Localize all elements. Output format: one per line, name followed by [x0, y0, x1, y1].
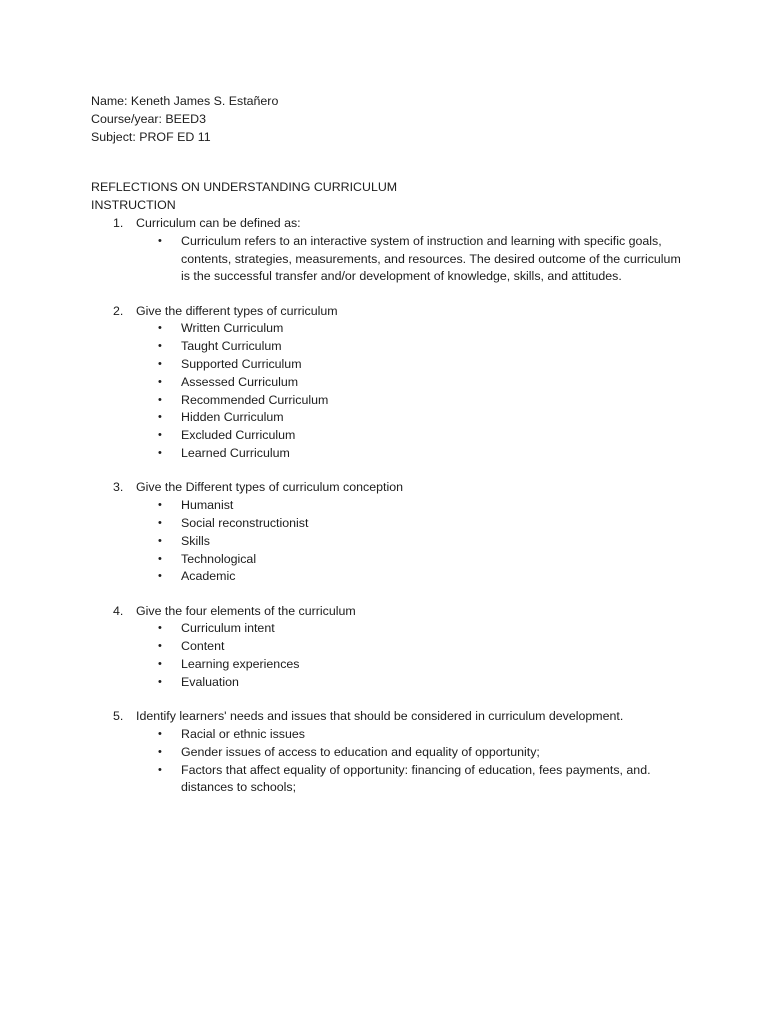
list-item — [91, 515, 691, 533]
list-item-text: Taught Curriculum — [181, 339, 282, 354]
document-title: REFLECTIONS ON UNDERSTANDING CURRICULUM — [91, 180, 398, 195]
list-item — [91, 674, 691, 692]
bullet-icon: • — [158, 234, 162, 247]
bullet-icon: • — [158, 552, 162, 565]
list-item — [91, 374, 691, 392]
list-item — [91, 338, 691, 356]
bullet-icon: • — [158, 570, 162, 583]
bullet-icon: • — [158, 534, 162, 547]
list-item — [91, 533, 691, 551]
course-year: Course/year: BEED3 — [91, 111, 207, 126]
question-item — [91, 215, 691, 233]
bullet-icon: • — [158, 411, 162, 424]
list-item-text: Social reconstructionist — [181, 515, 309, 530]
list-item — [91, 762, 691, 798]
bullet-icon: • — [158, 322, 162, 335]
question-number: 5. — [113, 709, 124, 724]
subject: Subject: PROF ED 11 — [91, 129, 211, 144]
list-item — [91, 409, 691, 427]
list-item-text: Hidden Curriculum — [181, 410, 284, 425]
question-text: Give the different types of curriculum — [136, 303, 338, 318]
question-block — [91, 303, 691, 463]
bullet-icon: • — [158, 447, 162, 460]
list-item — [91, 620, 691, 638]
bullet-icon: • — [158, 658, 162, 671]
list-item — [91, 392, 691, 410]
list-item — [91, 551, 691, 569]
list-item — [91, 568, 691, 586]
list-item — [91, 726, 691, 744]
instruction-heading: INSTRUCTION — [91, 198, 176, 213]
question-block — [91, 479, 691, 586]
question-text: Give the Different types of curriculum conception — [136, 480, 403, 495]
list-item-text: Racial or ethnic issues — [181, 726, 305, 741]
bullet-icon: • — [158, 675, 162, 688]
list-item — [91, 445, 691, 463]
bullet-icon: • — [158, 429, 162, 442]
question-item — [91, 303, 691, 321]
list-item-text: Humanist — [181, 498, 234, 513]
list-item — [91, 744, 691, 762]
list-item-text: Recommended Curriculum — [181, 392, 329, 407]
list-item-text: Assessed Curriculum — [181, 374, 299, 389]
list-item — [91, 427, 691, 445]
answer-list — [91, 320, 691, 462]
question-text: Curriculum can be defined as: — [136, 215, 301, 230]
list-item-text: Evaluation — [181, 674, 239, 689]
answer-list — [91, 233, 691, 286]
question-text: Identify learners' needs and issues that should be considered in curriculum development. — [136, 709, 624, 724]
list-item — [91, 233, 691, 286]
bullet-icon: • — [158, 499, 162, 512]
document-body — [91, 93, 691, 814]
list-item-text: Technological — [181, 551, 257, 566]
answer-list — [91, 620, 691, 691]
bullet-icon: • — [158, 727, 162, 740]
question-block — [91, 215, 691, 286]
bullet-icon: • — [158, 393, 162, 406]
bullet-icon: • — [158, 640, 162, 653]
bullet-icon: • — [158, 516, 162, 529]
question-list — [91, 215, 691, 797]
question-number: 2. — [113, 303, 124, 318]
bullet-icon: • — [158, 763, 162, 776]
answer-list — [91, 726, 691, 797]
bullet-icon: • — [158, 375, 162, 388]
list-item — [91, 356, 691, 374]
list-item-text: Skills — [181, 533, 210, 548]
list-item — [91, 638, 691, 656]
list-item-text: Content — [181, 639, 225, 654]
question-number: 4. — [113, 603, 124, 618]
list-item-text: Learning experiences — [181, 657, 300, 672]
list-item — [91, 497, 691, 515]
list-item-text: Learned Curriculum — [181, 446, 290, 461]
list-item-text: Factors that affect equality of opportunity: financing of education, fees payments, and. distances to schools; — [181, 762, 651, 795]
question-item — [91, 603, 691, 621]
list-item-text: Written Curriculum — [181, 321, 284, 336]
student-name: Name: Keneth James S. Estañero — [91, 94, 279, 108]
bullet-icon: • — [158, 340, 162, 353]
bullet-icon: • — [158, 622, 162, 635]
question-block — [91, 708, 691, 797]
list-item — [91, 656, 691, 674]
question-text: Give the four elements of the curriculum — [136, 603, 356, 618]
list-item-text: Curriculum refers to an interactive system of instruction and learning with specific goals, contents, strategies, measurements, and resources. The desired outcome of the curriculum is the successful transfer and/or development of knowledge, skills, and attitudes. — [181, 233, 681, 284]
answer-list — [91, 497, 691, 586]
list-item-text: Supported Curriculum — [181, 357, 302, 372]
question-block — [91, 603, 691, 692]
list-item-text: Academic — [181, 569, 236, 584]
list-item-text: Gender issues of access to education and equality of opportunity; — [181, 744, 540, 759]
question-item — [91, 479, 691, 497]
bullet-icon: • — [158, 745, 162, 758]
question-number: 3. — [113, 480, 124, 495]
list-item-text: Curriculum intent — [181, 621, 275, 636]
list-item-text: Excluded Curriculum — [181, 428, 296, 443]
list-item — [91, 320, 691, 338]
question-number: 1. — [113, 215, 124, 230]
bullet-icon: • — [158, 358, 162, 371]
question-item — [91, 708, 691, 726]
